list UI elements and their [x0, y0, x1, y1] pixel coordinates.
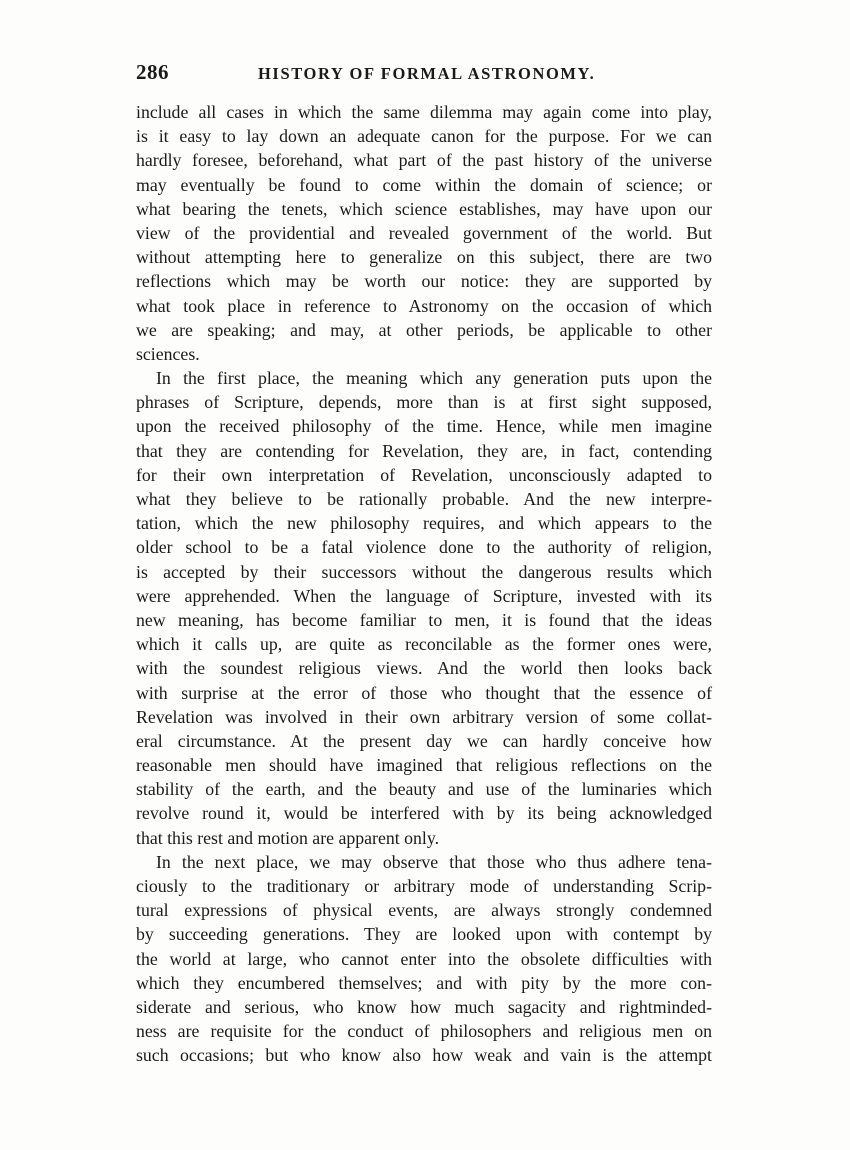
- text-line: sciences.: [136, 343, 200, 364]
- text-line: without attempting here to generalize on this subject, there are two: [136, 247, 712, 268]
- text-line: what they believe to be rationally probable. And the new interpre-: [136, 489, 712, 509]
- text-line: such occasions; but who know also how weak and vain is the attempt: [136, 1045, 712, 1066]
- text-line: with surprise at the error of those who thought that the essence of: [136, 682, 712, 703]
- text-line: for their own interpretation of Revelation, unconsciously adapted to: [136, 464, 712, 485]
- text-line: In the next place, we may observe that those who thus adhere tena-: [156, 851, 712, 872]
- text-line: stability of the earth, and the beauty and use of the luminaries which: [136, 779, 712, 800]
- text-line: view of the providential and revealed government of the world. But: [136, 222, 712, 243]
- text-line: that they are contending for Revelation, they are, in fact, contending: [136, 440, 712, 461]
- text-line: is it easy to lay down an adequate canon for the purpose. For we can: [136, 126, 712, 147]
- text-line: hardly foresee, beforehand, what part of the past history of the universe: [136, 150, 712, 171]
- text-line: siderate and serious, who know how much sagacity and rightminded-: [136, 996, 712, 1017]
- running-title: HISTORY OF FORMAL ASTRONOMY.: [258, 64, 596, 83]
- text-line: ciously to the traditionary or arbitrary mode of understanding Scrip-: [136, 876, 712, 896]
- text-line: Revelation was involved in their own arbitrary version of some collat-: [136, 706, 712, 727]
- text-line: what took place in reference to Astronomy on the occasion of which: [136, 295, 712, 316]
- text-line: reflections which may be worth our notice: they are supported by: [136, 271, 712, 292]
- text-line: tation, which the new philosophy requires, and which appears to the: [136, 513, 712, 534]
- body-text: [136, 100, 712, 1068]
- text-line: ness are requisite for the conduct of philosophers and religious men on: [136, 1021, 712, 1042]
- text-line: tural expressions of physical events, are always strongly condemned: [136, 900, 712, 921]
- running-head: [136, 60, 712, 90]
- text-line: by succeeding generations. They are looked upon with contempt by: [136, 924, 712, 945]
- text-line: include all cases in which the same dilemma may again come into play,: [136, 102, 712, 122]
- text-line: which they encumbered themselves; and with pity by the more con-: [136, 972, 712, 993]
- text-line: is accepted by their successors without the dangerous results which: [136, 561, 712, 582]
- text-line: which it calls up, are quite as reconcilable as the former ones were,: [136, 634, 712, 655]
- text-line: upon the received philosophy of the time. Hence, while men imagine: [136, 416, 712, 437]
- page-number: 286: [136, 60, 169, 84]
- text-line: revolve round it, would be interfered with by its being acknowledged: [136, 803, 712, 824]
- text-line: the world at large, who cannot enter into the obsolete difficulties with: [136, 948, 712, 969]
- text-line: what bearing the tenets, which science establishes, may have upon our: [136, 198, 712, 219]
- text-line: In the first place, the meaning which any generation puts upon the: [156, 368, 712, 389]
- text-line: were apprehended. When the language of Scripture, invested with its: [136, 585, 712, 606]
- text-line: new meaning, has become familiar to men, it is found that the ideas: [136, 609, 712, 630]
- text-line: with the soundest religious views. And the world then looks back: [136, 658, 712, 679]
- text-line: eral circumstance. At the present day we can hardly conceive how: [136, 730, 712, 751]
- text-line: phrases of Scripture, depends, more than is at first sight supposed,: [136, 392, 712, 413]
- text-line: may eventually be found to come within the domain of science; or: [136, 174, 712, 195]
- text-line: older school to be a fatal violence done to the authority of religion,: [136, 537, 712, 558]
- text-line: reasonable men should have imagined that religious reflections on the: [136, 755, 712, 776]
- text-line: that this rest and motion are apparent only.: [136, 827, 440, 848]
- text-line: we are speaking; and may, at other periods, be applicable to other: [136, 319, 712, 340]
